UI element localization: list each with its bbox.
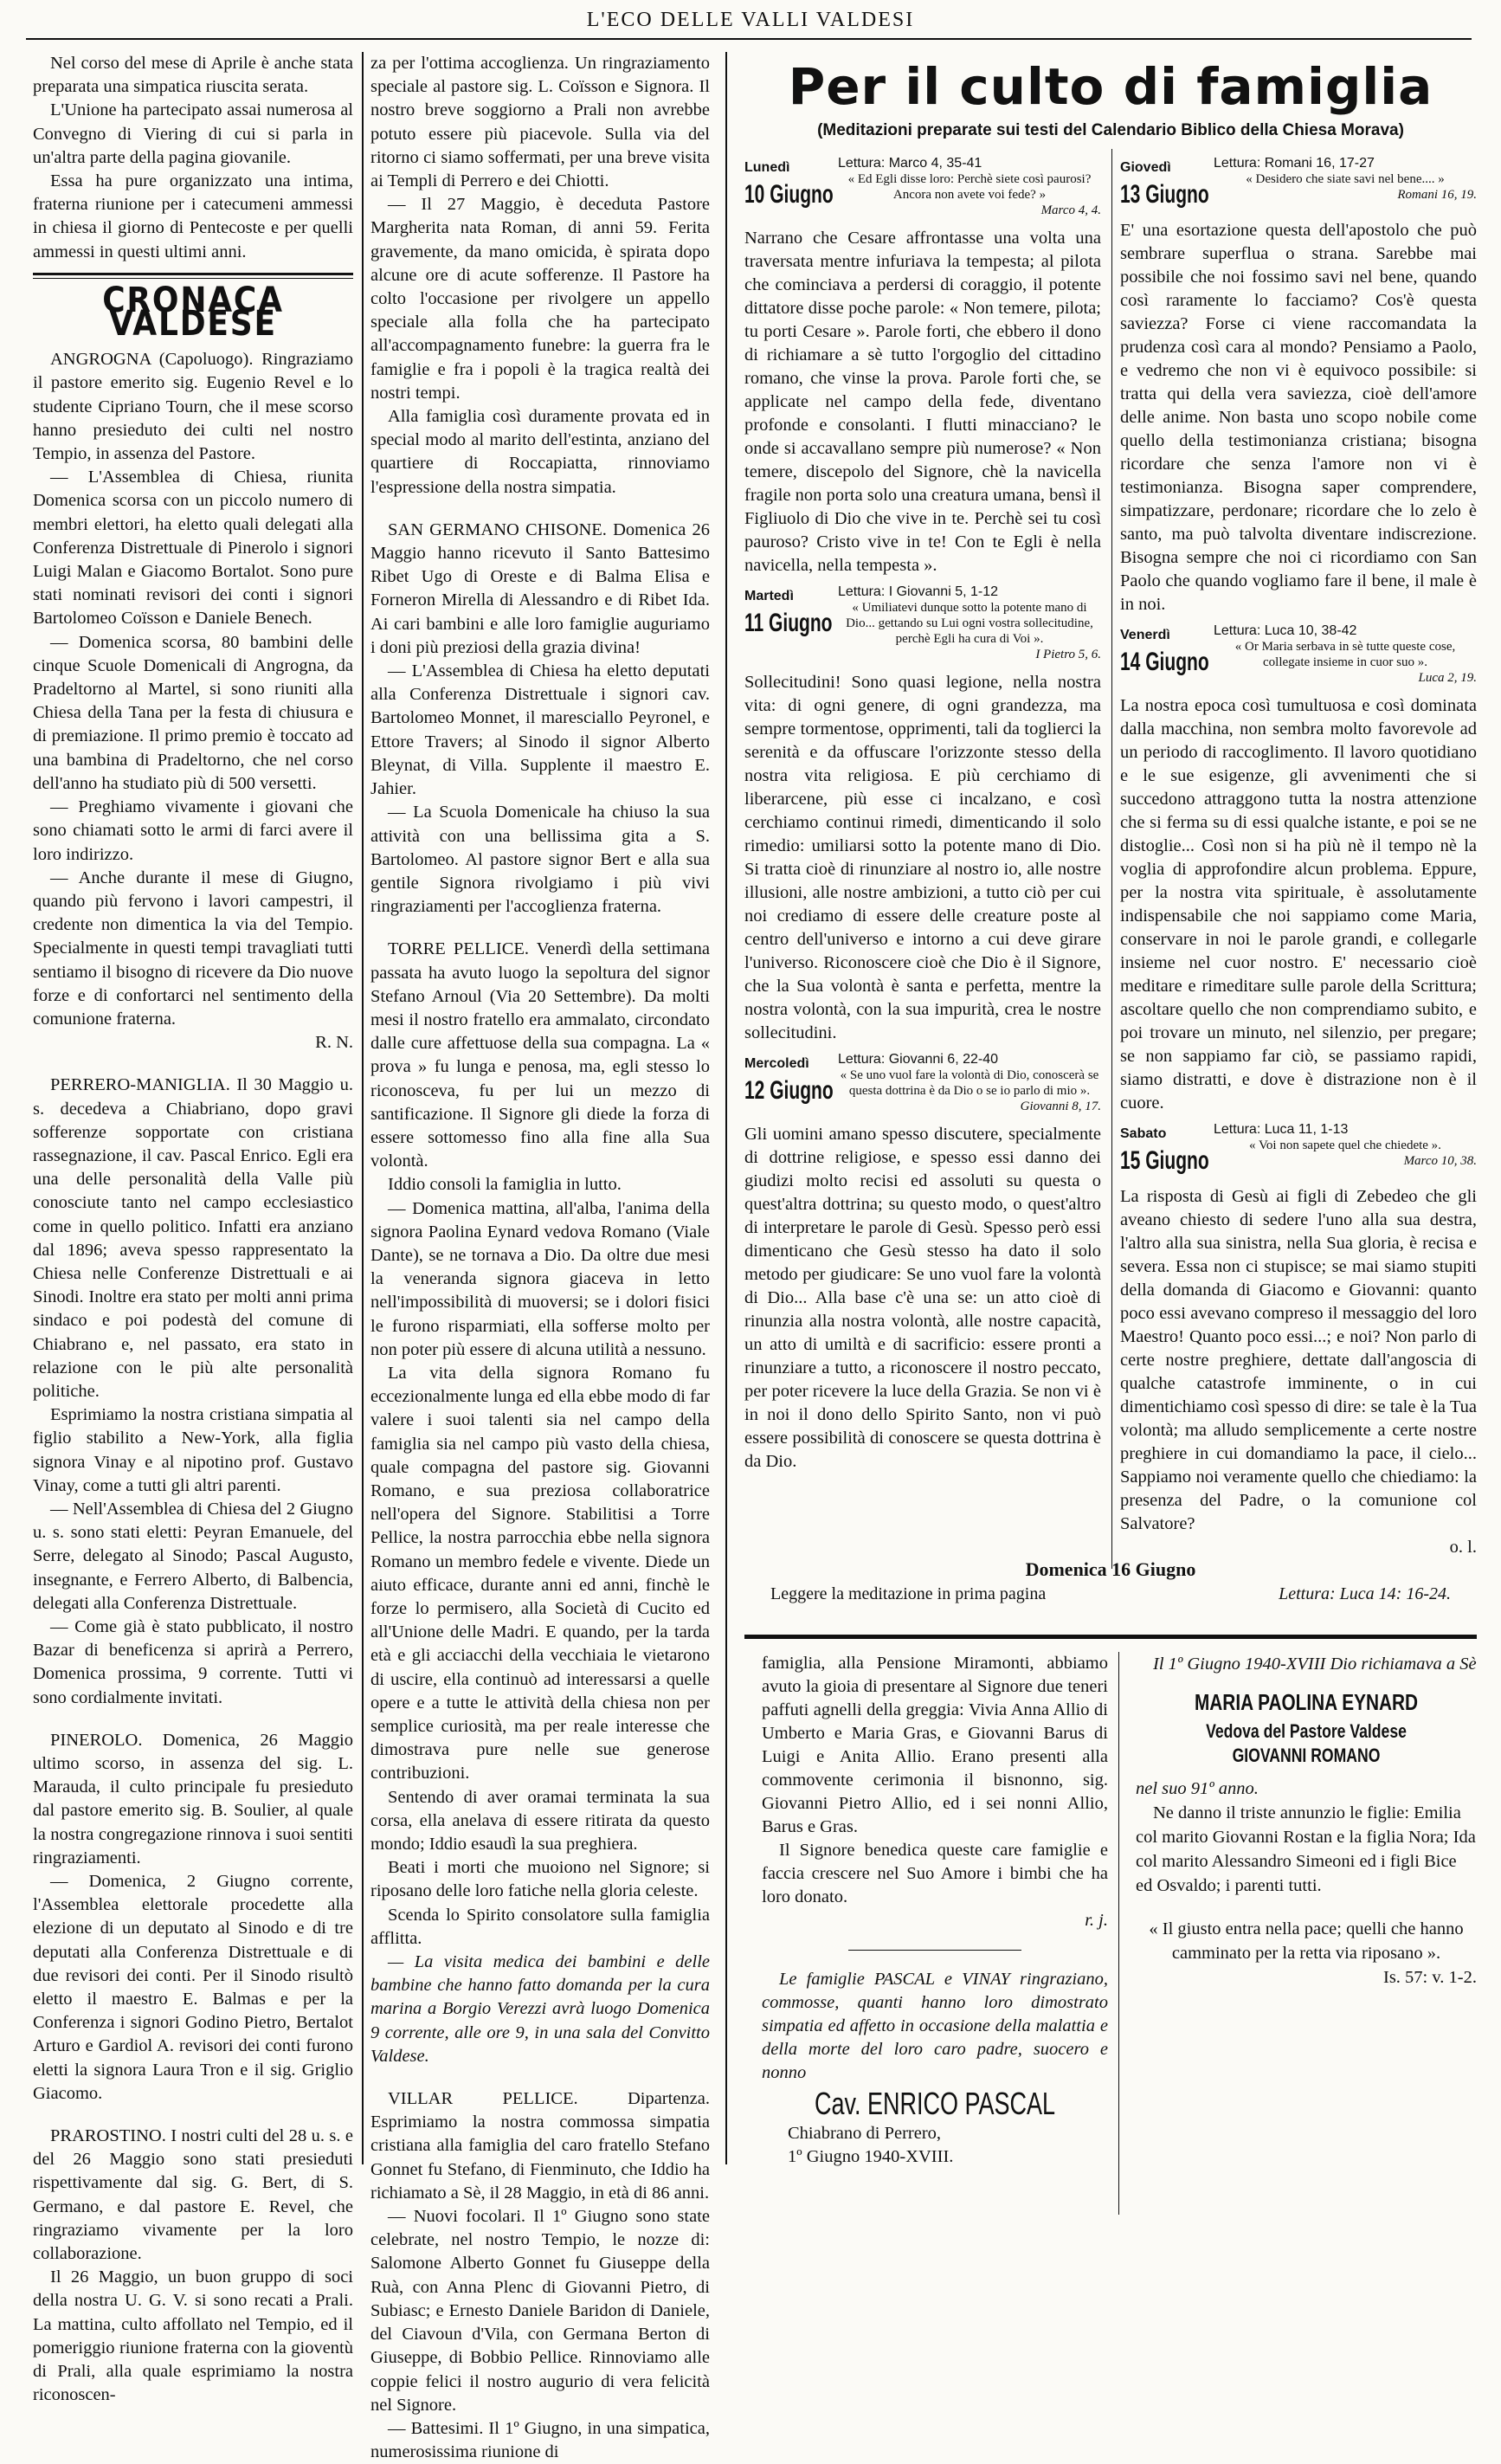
news-paragraph: — L'Assemblea di Chiesa ha eletto deputati alla Conferenza Distrettuale i signori cav. Bartolomeo Monnet, il maresciallo Peyronel, e Ettore Travers; al Sinodo il signor Alberto Bleynat, di Villa. Supplente il maestro E. Jahier. [370, 661, 710, 799]
news-paragraph: — Domenica scorsa, 80 bambini delle cinque Scuole Domenicali di Angrogna, da Pradeltorno al Martel, si sono riuniti alla Chiesa della Tana per la festa di chiusura e di premiazione. Il primo premio è toccato ad una bambina di Pradeltorno, che nel corso dell'anno ha studiato più di 500 versetti. [33, 632, 353, 793]
obituary-intro: Il 1º Giugno 1940-XVIII Dio richiamava a Sè [1153, 1654, 1477, 1674]
day-heading [1120, 1122, 1477, 1177]
obituary-ref: Is. 57: v. 1-2. [1383, 1968, 1477, 1987]
day-name: Lunedì [744, 160, 790, 175]
verse-quote: « Or Maria serbava in sè tutte queste cose, collegate insieme in cuor suo ». [1234, 640, 1456, 669]
news-paragraph: SAN GERMANO CHISONE. Domenica 26 Maggio hanno ricevuto il Santo Battesimo Ribet Ugo di Oreste e di Balma Elisa e Forneron Mirella di Alessandro e di Ribet Ida. Ai cari bambini e alle loro famiglie auguriamo i doni più preziosi della grazia divina! [370, 519, 710, 657]
header-rule [26, 38, 1472, 40]
sunday-note: Leggere la meditazione in prima pagina [770, 1584, 1047, 1603]
middle-column [370, 52, 710, 2464]
intro-paragraph: Essa ha pure organizzato una intima, fraterna riunione per i catecumeni ammessi in chiesa il giorno di Pentecoste e per quelli ammessi in questi ultimi anni. [33, 171, 353, 261]
meditations-title: Per il culto di famiglia [788, 57, 1433, 116]
day-heading [744, 156, 1101, 218]
news-paragraph: PRAROSTINO. I nostri culti del 28 u. s. e del 26 Maggio sono stati presieduti rispettivamente dal sig. G. Bert, di S. Germano, e dal pastore E. Revel, che ringraziamo vivamente per la loro collaborazione. [33, 2126, 353, 2264]
news-paragraph: Beati i morti che muoiono nel Signore; si riposano delle loro fatiche nella gloria celeste. [370, 1858, 710, 1901]
news-paragraph: — Domenica, 2 Giugno corrente, l'Assemblea elettorale procedette alla elezione di un deputato al Sinodo e di tre deputati alla Conferenza Distrettuale e di due revisori dei conti. Per il Sinodo risultò eletto il maestro E. Balmas e per la Conferenza i signori Godino Pietro, Bertalot Arturo e Gardiol A. revisori dei conti furono eletti la signora Laura Tron e il sig. Griglio Giacomo. [33, 1872, 353, 2103]
reading-ref: Lettura: Giovanni 6, 22-40 [838, 1052, 999, 1067]
news-paragraph: — La visita medica dei bambini e delle bambine che hanno fatto domanda per la cura marina a Borgio Verezzi avrà luogo Domenica 9 corrente, alle ore 9, in una sala del Convitto Valdese. [370, 1952, 710, 2066]
meditation-text: La nostra epoca così tumultuosa e così dominata dalla macchina, non sembra molto favorevole ad un periodo di raccoglimento. Il lavoro quotidiano e le sue esigenze, gli avvenimenti che si succedono attraggono tutta la nostra attenzione che si ferma su di essi qualche istante, e poi se ne distoglie... Così non si ha più nè il tempo nè la voglia di approfondire alcun problema. Eppure, per la nostra vita spirituale, è assolutamente indispensabile che noi sappiamo come Maria, conservare in noi le parole grandi, e collegarle insieme nel cuor nostro. E' necessario cioè meditare e rimeditare sulle parole della Scrittura; ascoltare quello che non comprendiamo subito, e poi trovare un minuto, nel silenzio, per pregare; se non sappiamo far ciò, se passiamo rapidi, siamo distratti, e dove è distrazione non è il cuore. [1120, 696, 1477, 1113]
news-paragraph: Scenda lo Spirito consolatore sulla famiglia afflitta. [370, 1905, 710, 1948]
signature: r. j. [1085, 1911, 1108, 1930]
cronaca-title: CRONACA VALDESE [102, 280, 284, 345]
thanks-notice: Le famiglie PASCAL e VINAY ringraziano, commosse, quanti hanno loro dimostrato simpatia ed affetto in occasione della malattia e della morte del loro caro padre, suocero e nonno [762, 1970, 1108, 2082]
deceased-title: Vedova del Pastore Valdese GIOVANNI ROMANO [1206, 1720, 1407, 1766]
news-paragraph: Il Signore benedica queste care famiglie e faccia crescere nel Suo Amore i bimbi che ha loro donato. [762, 1841, 1108, 1906]
day-heading [1120, 623, 1477, 686]
meditation-text: E' una esortazione questa dell'apostolo che può sembrare superflua o strana. Sarebbe mai possibile che noi fossimo savi nel bene, quando così raramente lo facciamo? Cos'è questa saviezza? Forse ci viene raccomandata la prudenza così cara al mondo? Pensiamo a Paolo, e vedremo che non vi è equivoco possibile: si tratta qui della vera saviezza, cioè dell'amore delle anime. Non basta uno scopo nobile come quello della testimonianza cristiana; bisogna ricordare che senza l'amore non vi è testimonianza. Bisogna saper comprendere, simpatizzare, perdonare; ricordare che lo zelo è santo, ma può talvolta diventare indiscrezione. Bisogna sempre che noi ci ricordiamo con San Paolo che quando vogliamo fare il bene, il male è in noi. [1120, 221, 1477, 614]
news-paragraph: VILLAR PELLICE. Dipartenza. Esprimiamo la nostra commossa simpatia cristiana alla famiglia del caro fratello Stefano Gonnet fu Stefano, di Fienminuto, che Iddio ha richiamato a Sè, il 28 Maggio, in età di 86 anni. [370, 2089, 710, 2203]
meditation-text: La risposta di Gesù ai figli di Zebedeo che gli aveano chiesto di sedere l'uno alla sua destra, l'altro alla sua sinistra, nella Sua gloria, è recisa e severa. Essa non ci stupisce; se mai siamo stupiti della domanda di Giacomo e Giovanni: quanto poco essi avevano compreso il messaggio del loro Maestro! Quanto poco essi...; e noi? Non parlo di certe nostre preghiere, dettate dall'angoscia di qualche catastrofe imminente, o in cui dimentichiamo così spesso di dire: se tale è la Tua volontà; ma alludo semplicemente a certe nostre preghiere in cui domandiamo la pace, il cielo... Sappiamo noi veramente quello che chiediamo: la presenza del Padre, o la comunione col Salvatore? [1120, 1187, 1477, 1533]
verse-ref: Giovanni 8, 17. [1020, 1100, 1101, 1113]
reading-ref: Lettura: Marco 4, 35-41 [838, 156, 982, 171]
divider [848, 1950, 1021, 1951]
news-paragraph: za per l'ottima accoglienza. Un ringraziamento speciale al pastore sig. L. Coïsson e Signora. Il nostro breve soggiorno a Prali non avrebbe potuto essere più piacevole. Sulla via del ritorno ci siamo soffermati, per una breve visita ai Templi di Perrero e dei Chiotti. [370, 54, 710, 191]
day-date: 10 Giugno [744, 180, 834, 209]
left-column [33, 52, 353, 2408]
sunday-reading: Lettura: Luca 14: 16-24. [1279, 1584, 1451, 1603]
meditation-column-rule [1111, 149, 1112, 1569]
sunday-title: Domenica 16 Giugno [1025, 1558, 1196, 1580]
day-date: 15 Giugno [1120, 1146, 1209, 1175]
deceased-age: nel suo 91º anno. [1136, 1779, 1259, 1798]
day-date: 12 Giugno [744, 1076, 834, 1105]
news-paragraph: Sentendo di aver oramai terminata la sua corsa, ella anelava di essere ritirata da questo mondo; Iddio esaudì la sua preghiera. [370, 1787, 710, 1854]
day-name: Mercoledì [744, 1056, 809, 1071]
news-paragraph: ANGROGNA (Capoluogo). Ringraziamo il pastore emerito sig. Eugenio Revel e lo studente Cipriano Tourn, che il mese scorso hanno presieduto dei culti nel nostro Tempio, in assenza del Pastore. [33, 350, 353, 464]
news-paragraph: — L'Assemblea di Chiesa, riunita Domenica scorsa con un piccolo numero di membri elettori, ha eletto quali delegati alla Conferenza Distrettuale di Pinerolo i signori Luigi Malan e Giacomo Bortalot. Sono pure stati nominati revisori dei conti i signori Bartolomeo Coïsson e Daniele Benech. [33, 468, 353, 629]
news-paragraph: — Battesimi. Il 1º Giugno, in una simpatica, numerosissima riunione di [370, 2418, 710, 2462]
meditations-subtitle: (Meditazioni preparate sui testi del Calendario Biblico della Chiesa Morava) [817, 121, 1404, 139]
notice-date: 1º Giugno 1940-XVIII. [788, 2147, 954, 2166]
day-heading [744, 1052, 1101, 1114]
news-paragraph: TORRE PELLICE. Venerdì della settimana passata ha avuto luogo la sepoltura del signor Stefano Arnoul (Via 20 Settembre). Da molti mesi il nostro fratello era ammalato, circondato dalle cure affettuose della sua compagna. La « prova » fu lunga e penosa, ma, egli stesso lo riconosceva, fu per lui un mezzo di santificazione. Il Signore gli diede la forza di essere sottomesso fino alla fine alla Sua volontà. [370, 939, 710, 1171]
verse-quote: « Voi non sapete quel che chiedete ». [1249, 1138, 1441, 1152]
news-paragraph: — Il 27 Maggio, è deceduta Pastore Margherita nata Roman, di anni 59. Ferita gravemente, da mano omicida, è spirata dopo alcune ore di acute sofferenze. Il Pastore ha colto l'occasione per rivolgere un appello speciale alla folla che ha partecipato all'accompagnamento funebre: la guerra fra le famiglie e fra i popoli è la tragica realtà dei nostri tempi. [370, 195, 710, 403]
verse-quote: « Umiliatevi dunque sotto la potente mano di Dio... gettando su Lui ogni vostra sollecitudine, perchè Egli ha cura di Voi ». [846, 601, 1093, 646]
notice-place: Chiabrano di Perrero, [788, 2124, 942, 2143]
news-paragraph: Iddio consoli la famiglia in lutto. [388, 1175, 622, 1195]
intro-paragraph: Nel corso del mese di Aprile è anche stata preparata una simpatica riuscita serata. [33, 54, 353, 97]
news-paragraph: — Nuovi focolari. Il 1º Giugno sono state celebrate, nel nostro Tempio, le nozze di: Salomone Alberto Gonnet fu Giuseppe della Ruà, con Anna Plenc di Giovanni Pietro, di Subiasc; e Ernesto Daniele Baridon di Daniele, del Ciavoun d'Vila, con Germana Berton di Giuseppe, di Bobbio Pellice. Rinnoviamo alle coppie felici il nostro augurio di vera felicità nel Signore. [370, 2207, 710, 2415]
column-rule-1 [362, 52, 364, 2164]
news-paragraph: — Domenica mattina, all'alba, l'anima della signora Paolina Eynard vedova Romano (Viale Dante), se ne tornava a Dio. Da oltre due mesi la veneranda signora giaceva in letto nell'impossibilità di muoversi; se i dolori fisici le furono risparmiati, ella sofferse molto per non poter più essere di alcuna utilità a nessuno. [370, 1198, 710, 1359]
verse-quote: « Ed Egli disse loro: Perchè siete così paurosi? Ancora non avete voi fede? » [847, 172, 1092, 202]
news-paragraph: Il 26 Maggio, un buon gruppo di soci della nostra U. G. V. si sono recati a Prali. La mattina, culto affollato nel Tempio, ed il pomeriggio riunione fraterna con la gioventù di Prali, alla quale esprimiamo la nostra riconoscen- [33, 2267, 353, 2405]
news-paragraph: — Come già è stato pubblicato, il nostro Bazar di beneficenza si aprirà a Perrero, Domenica prossima, 9 corrente. Tutti vi sono cordialmente invitati. [33, 1617, 353, 1707]
day-heading [1120, 156, 1477, 210]
reading-ref: Lettura: I Giovanni 5, 1-12 [838, 584, 998, 599]
verse-ref: Luca 2, 19. [1418, 671, 1477, 685]
sunday-rule [744, 1635, 1477, 1639]
page-header: L'ECO DELLE VALLI VALDESI [586, 9, 915, 31]
verse-ref: Marco 10, 38. [1403, 1154, 1477, 1168]
reading-ref: Lettura: Luca 10, 38-42 [1214, 623, 1357, 638]
day-name: Martedì [744, 589, 794, 603]
meditation-text: Sollecitudini! Sono quasi legione, nella nostra vita: di ogni genere, di ogni grandezza, ma sempre tormentose, opprimenti, tali da toglierci la serenità e da offuscare l'orizzonte stesso della nostra vita religiosa. E più cerchiamo di liberarcene, più esse ci incalzano, e così cerchiamo continui rimedi, dimenticando il solo rimedio: umiliarsi sotto la potente mano di Dio. Si tratta cioè di rinunziare al nostro io, alle nostre illusioni, alle nostre ambizioni, a tutto ciò per cui noi crediamo di essere delle creature poste al centro dell'universo e intorno a cui deve girare l'universo. Riconoscere cioè che Dio è il Signore, che la Sua volontà è santa e perfetta, mentre la nostra volontà, con la sua impurità, crea le nostre sollecitudini. [744, 673, 1101, 1042]
verse-ref: Romani 16, 19. [1397, 188, 1477, 202]
news-paragraph: Esprimiamo la nostra cristiana simpatia al figlio stabilito a New-York, alla figlia signora Vinay e al nipotino prof. Gustavo Vinay, come a tutti gli altri parenti. [33, 1405, 353, 1495]
meditations-section [744, 52, 1477, 2166]
column-rule-2 [725, 52, 727, 2164]
news-paragraph: famiglia, alla Pensione Miramonti, abbiamo avuto la gioia di presentare al Signore due teneri paffuti agnelli della greggia: Vivia Anna Allio di Umberto e Maria Gras, e Giovanni Barus di Luigi e Anita Allio. Erano presenti alla commovente cerimonia il bisnonno, sig. Giovanni Pietro Allio, ed i sei nonni Allio, Barus e Gras. [762, 1654, 1108, 1836]
news-paragraph: La vita della signora Romano fu eccezionalmente lunga ed ella ebbe modo di far valere i suoi talenti sia nel campo della famiglia sia nel campo più vasto della chiesa, quale compagna del pastore sig. Giovanni Romano, e sua preziosa collaboratrice nell'opera del Signore. Stabilitisi a Torre Pellice, la nostra parrocchia ebbe nella signora Romano un membro fedele e vivente. Diede un aiuto efficace, durante anni ed anni, finchè le forze lo permisero, alla Società di Cucito ed all'Unione delle Madri. E quando, per la tarda età e gli acciacchi della vecchiaia le vietarono di uscire, ella continuò ad interessarsi a quelle opere e a tutte le attività della chiesa non per semplice curiosità, ma per reale interesse che dimostrava pure nelle sue generose contribuzioni. [370, 1363, 710, 1783]
section-rule [33, 273, 353, 279]
obituary-announcement: Ne danno il triste annunzio le figlie: Emilia col marito Giovanni Rostan e la figlia Nora; Ida col marito Alessandro Simeoni ed i figli Bice ed Osvaldo; i parenti tutti. [1136, 1803, 1476, 1895]
signature: R. N. [315, 1033, 353, 1053]
meditation-column-left [744, 149, 1101, 1474]
news-paragraph: — La Scuola Domenicale ha chiuso la sua attività con una bellissima gita a S. Bartolomeo. Al pastore signor Bert e alla sua gentile Signora rivolgiamo i più vivi ringraziamenti per l'accoglienza fraterna. [370, 803, 710, 917]
news-paragraph: — Anche durante il mese di Giugno, quando più fervono i lavori campestri, il credente non dimentica la via del Tempio. Specialmente in questi tempi travagliati tutti sentiamo il bisogno di ricevere da Dio nuove forze e di confortarci nel sentimento della comunione fraterna. [33, 868, 353, 1029]
reading-ref: Lettura: Luca 11, 1-13 [1214, 1122, 1349, 1137]
reading-ref: Lettura: Romani 16, 17-27 [1214, 156, 1375, 171]
battesimi-continuation [762, 1652, 1108, 2169]
verse-ref: I Pietro 5, 6. [1035, 648, 1101, 661]
deceased-name: Cav. ENRICO PASCAL [814, 2086, 1056, 2121]
meditation-text: Narrano che Cesare affrontasse una volta una traversata mentre infuriava la tempesta; al pilota che cominciava a perdersi di coraggio, il potente dittatore disse poche parole: « Non temere, pilota; tu porti Cesare ». Parole forti, che ebbero il dono di richiamare a sè tutto l'orgoglio del cittadino romano, che vinse la prova. Parole forti che, se applicate nel campo della fede, diventano profonde e consolanti. I flutti minacciano? le onde si accavallano sempre più numerose? « Non temere, discepolo del Signore, chè la navicella fragile non porta solo una creatura umana, bensì il Figliuolo di Dio che vive in te. Perchè sei tu così pauroso? Cristo vive in te! Con te Egli è nella navicella, nella tempesta ». [744, 229, 1101, 575]
day-name: Sabato [1120, 1126, 1167, 1141]
verse-quote: « Se uno vuol fare la volontà di Dio, conoscerà se questa dottrina è da Dio o se io parlo di mio ». [840, 1068, 1099, 1098]
day-date: 14 Giugno [1120, 648, 1209, 676]
day-date: 11 Giugno [744, 609, 833, 637]
signature: o. l. [1449, 1538, 1477, 1557]
news-paragraph: — Nell'Assemblea di Chiesa del 2 Giugno u. s. sono stati eletti: Peyran Emanuele, del Serre, delegato al Sinodo; Pascal Augusto, insegnante, e Ferrero Alberto, di Balbencia, delegati alla Conferenza Distrettuale. [33, 1499, 353, 1613]
obituary-quote: « Il giusto entra nella pace; quelli che hanno camminato per la retta via riposano ». [1149, 1919, 1464, 1963]
news-paragraph: PERRERO-MANIGLIA. Il 30 Maggio u. s. decedeva a Chiabriano, dopo gravi sofferenze sopportate con cristiana rassegnazione, il cav. Pascal Enrico. Egli era una delle personalità della Valle più conosciute tanto nel campo ecclesiastico come in quello politico. Infatti era anziano dal 1896; aveva spesso rappresentato la Chiesa nelle Conferenze Distrettuali e ai Sinodi. Inoltre era stato per molti anni prima sindaco e poi podestà del comune di Chiabrano e, nel passato, era stato in relazione con le più alte personalità politiche. [33, 1075, 353, 1401]
meditation-text: Gli uomini amano spesso discutere, specialmente di dottrine religiose, e spesso essi danno dei giudizi molto recisi ed assoluti su questa o quest'altra dottrina; su questo modo, o quest'altro di interpretare le parole di Gesù. Spesso però essi dimenticano che Gesù stesso ha dato il solo metodo per giudicare: Se uno vuol fare la volontà di Dio... Alla base c'è una se: un atto cioè di rinunzia alla nostra volontà, alle nostre capacità, un atto di umiltà e di sacrificio: essere pronti a rinunziare a tutto, a riconoscere il nostro peccato, per poter ricevere la luce della Grazia. Se non vi è in noi il dono dello Spirito Santo, non vi può essere possibilità di conoscere se questa dottrina è da Dio. [744, 1125, 1101, 1471]
obituary-notice [1136, 1652, 1477, 1990]
day-date: 13 Giugno [1120, 180, 1209, 209]
verse-quote: « Desidero che siate savi nel bene.... » [1246, 172, 1445, 186]
news-paragraph: PINEROLO. Domenica, 26 Maggio ultimo scorso, in assenza del sig. L. Marauda, il culto principale fu presieduto dal pastore emerito sig. B. Soulier, al quale la nostra congregazione rinnova i suoi sentiti ringraziamenti. [33, 1730, 353, 1867]
meditation-column-right [1120, 149, 1477, 1559]
day-name: Giovedì [1120, 160, 1171, 175]
bottom-column-rule [1118, 1652, 1119, 2215]
verse-ref: Marco 4, 4. [1040, 203, 1101, 217]
day-name: Venerdì [1120, 628, 1170, 642]
news-paragraph: — Preghiamo vivamente i giovani che sono chiamati sotto le armi di farci avere il loro indirizzo. [33, 797, 353, 864]
news-paragraph: Alla famiglia così duramente provata ed in special modo al marito dell'estinta, anziano del quartiere di Roccapiatta, rinnoviamo l'espressione della nostra simpatia. [370, 407, 710, 497]
day-heading [744, 584, 1101, 662]
deceased-name: MARIA PAOLINA EYNARD [1194, 1689, 1419, 1715]
sunday-box [744, 1558, 1477, 1604]
intro-paragraph: L'Unione ha partecipato assai numerosa al Convegno di Viering di cui si parla in un'altra parte della pagina giovanile. [33, 100, 353, 167]
